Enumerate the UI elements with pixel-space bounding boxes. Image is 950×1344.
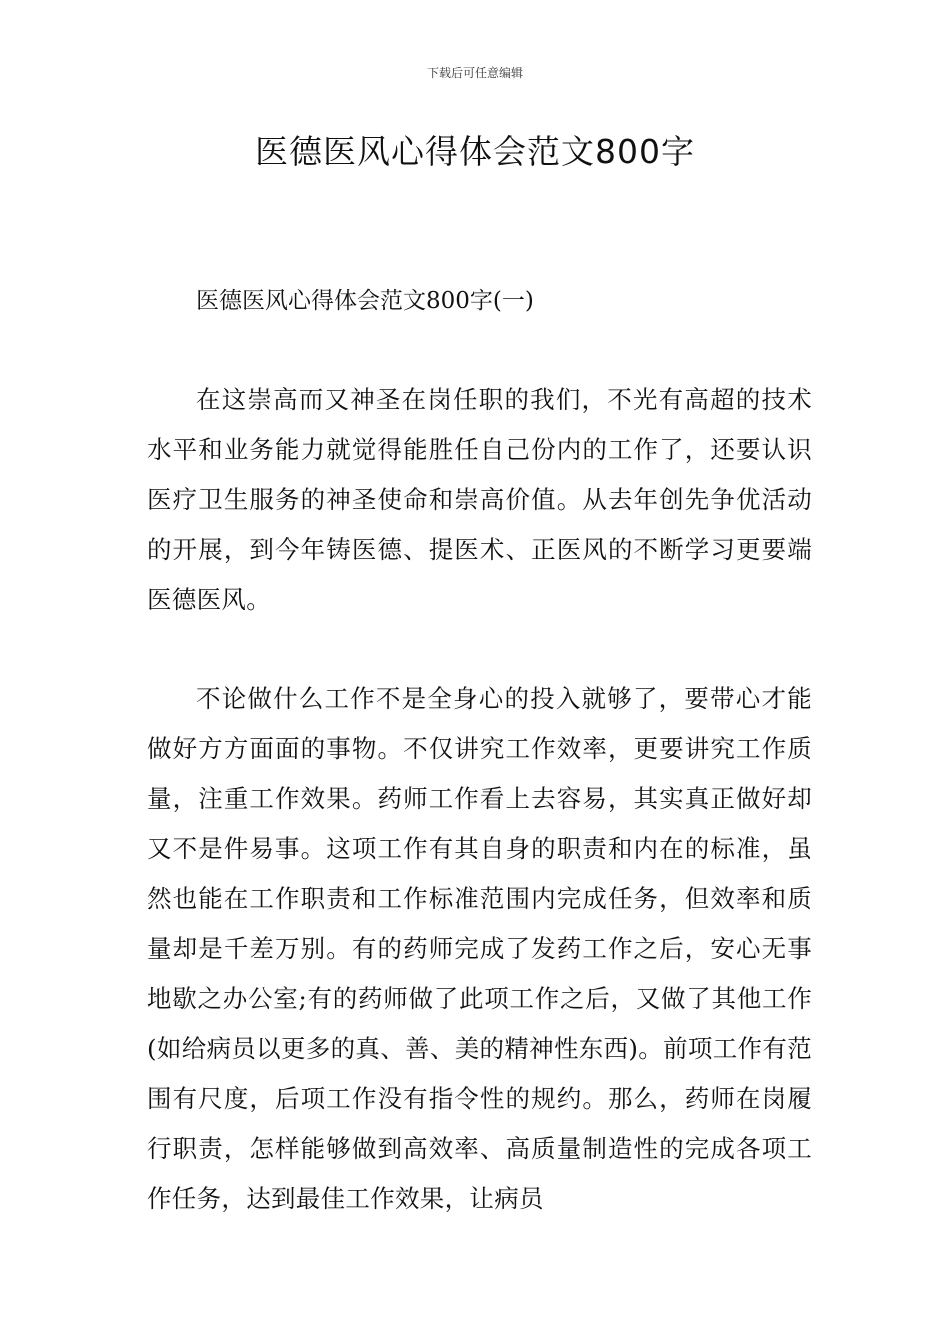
header-note: 下载后可任意编辑 <box>426 66 523 80</box>
document-title: 医德医风心得体会范文800字 <box>255 132 695 171</box>
paragraph-1: 在这崇高而又神圣在岗任职的我们，不光有高超的技术水平和业务能力就觉得能胜任自己份内的工作了，还要认识医疗卫生服务的神圣使命和崇高价值。从去年创先争优活动的开展，到今年铸医德、提医术、正医风的不断学习更要端医德医风。 <box>147 385 812 614</box>
section-heading: 医德医风心得体会范文800字(一) <box>196 288 534 314</box>
paragraph-2: 不论做什么工作不是全身心的投入就够了，要带心才能做好方方面面的事物。不仅讲究工作效率，更要讲究工作质量，注重工作效果。药师工作看上去容易，其实真正做好却又不是件易事。这项工作有其自身的职责和内在的标准，虽然也能在工作职责和工作标准范围内完成任务，但效率和质量却是千差万别。有的药师完成了发药工作之后，安心无事地歇之办公室;有的药师做了此项工作之后，又做了其他工作(如给病员以更多的真、善、美的精神性东西)。前项工作有范围有尺度，后项工作没有指令性的规约。那么，药师在岗履行职责，怎样能够做到高效率、高质量制造性的完成各项工作任务，达到最佳工作效果，让病员 <box>147 684 812 1213</box>
